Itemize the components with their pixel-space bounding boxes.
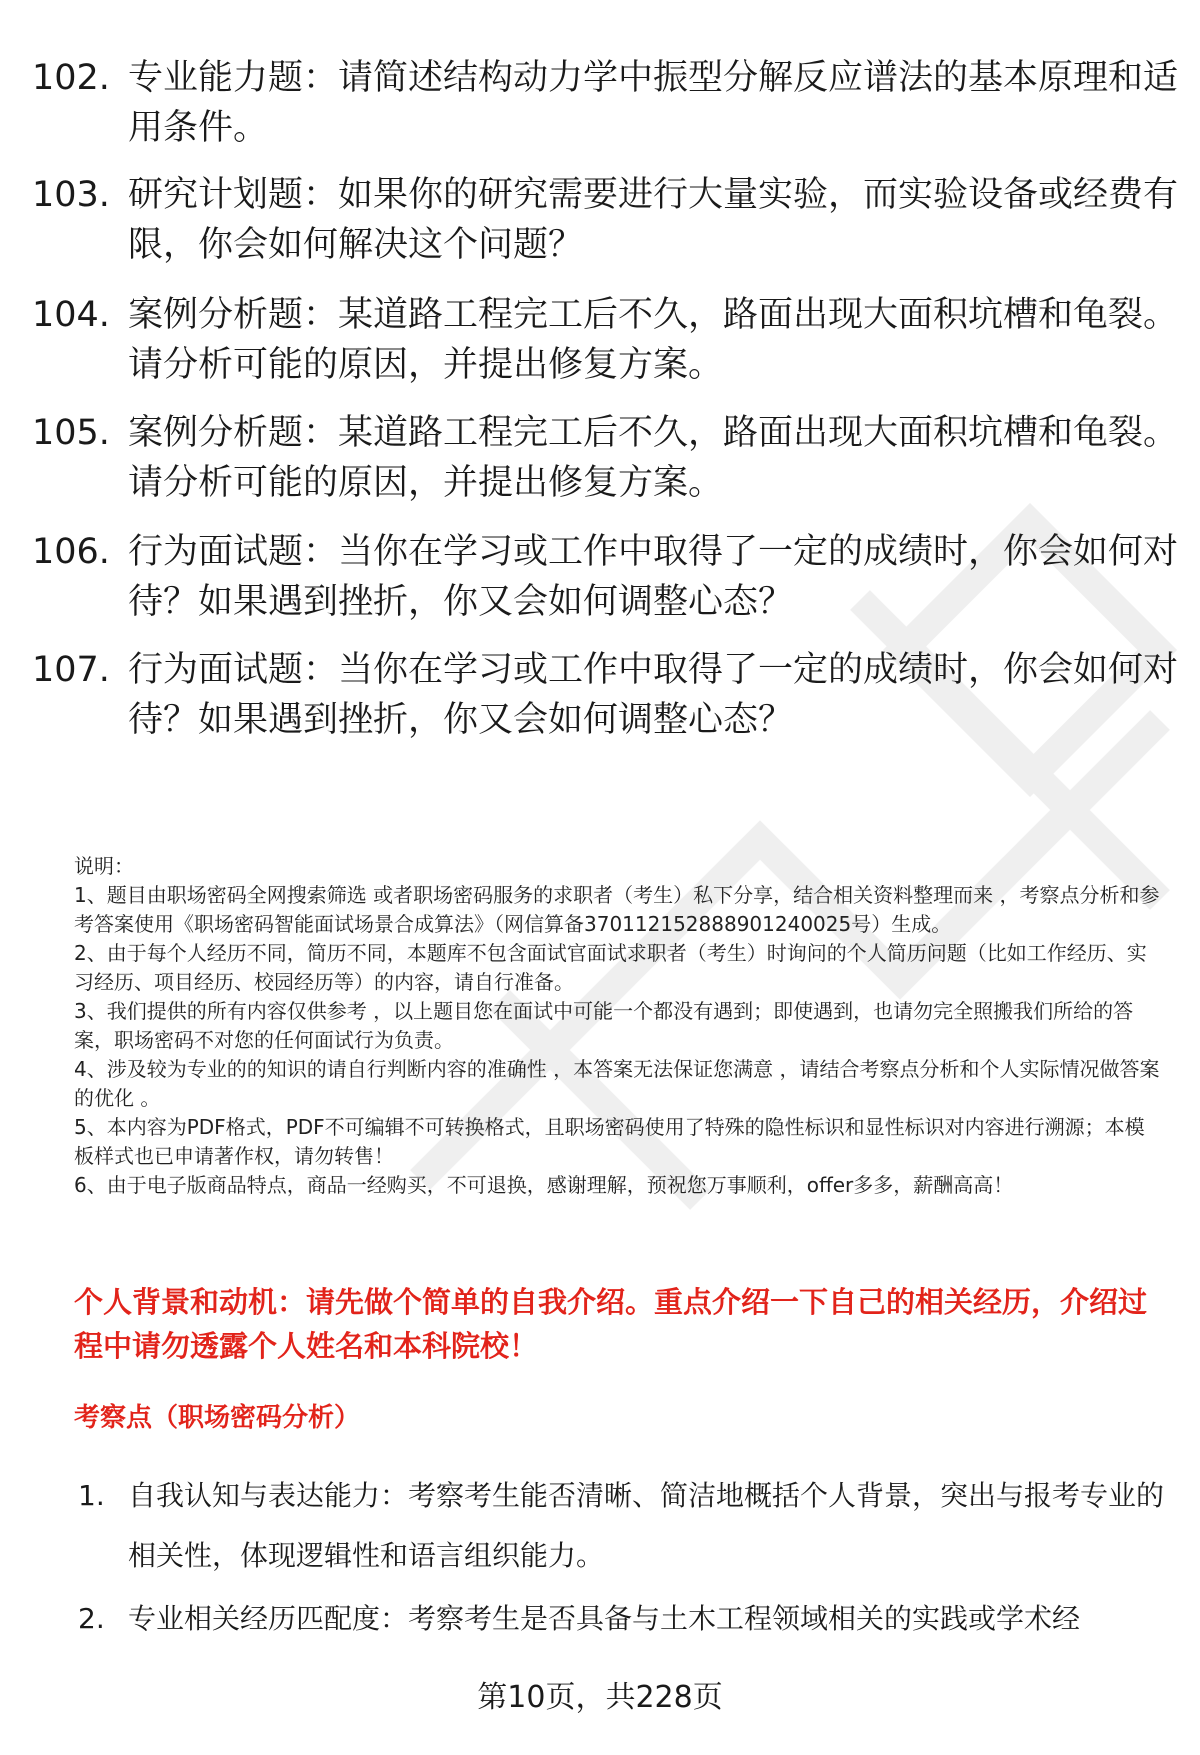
question-number: 105.	[32, 413, 110, 453]
question-text: 行为面试题：当你在学习或工作中取得了一定的成绩时，你会如何对待？如果遇到挫折，你又会如何调整心态？	[128, 532, 1179, 622]
question-text: 行为面试题：当你在学习或工作中取得了一定的成绩时，你会如何对待？如果遇到挫折，你又会如何调整心态？	[128, 650, 1179, 740]
note-item: 5、本内容为PDF格式，PDF不可编辑不可转换格式，且职场密码使用了特殊的隐性标识和显性标识对内容进行溯源；本模板样式也已申请著作权，请勿转售！	[74, 1115, 1145, 1168]
question-text: 专业能力题：请简述结构动力学中振型分解反应谱法的基本原理和适用条件。	[128, 58, 1179, 148]
page-footer: 第10页，共228页	[477, 1680, 723, 1715]
note-item: 2、由于每个人经历不同，简历不同，本题库不包含面试官面试求职者（考生）时询问的个人简历问题（比如工作经历、实习经历、项目经历、校园经历等）的内容，请自行准备。	[74, 941, 1147, 994]
notes-section	[74, 852, 1164, 1200]
exam-point-text: 专业相关经历匹配度：考察考生是否具备与土木工程领域相关的实践或学术经	[128, 1602, 1081, 1635]
exam-point-number: 2.	[78, 1602, 105, 1635]
question-text: 案例分析题：某道路工程完工后不久，路面出现大面积坑槽和龟裂。请分析可能的原因，并提出修复方案。	[128, 413, 1179, 503]
question-text: 案例分析题：某道路工程完工后不久，路面出现大面积坑槽和龟裂。请分析可能的原因，并提出修复方案。	[128, 295, 1179, 385]
question-number: 102.	[32, 58, 110, 98]
note-item: 3、我们提供的所有内容仅供参考 ，以上题目您在面试中可能一个都没有遇到；即使遇到，也请勿完全照搬我们所给的答案，职场密码不对您的任何面试行为负责。	[74, 999, 1134, 1052]
background-question: 个人背景和动机：请先做个简单的自我介绍。重点介绍一下自己的相关经历，介绍过程中请勿透露个人姓名和本科院校！	[74, 1285, 1148, 1363]
exam-point-text: 自我认知与表达能力：考察考生能否清晰、简洁地概括个人背景，突出与报考专业的相关性，体现逻辑性和语言组织能力。	[128, 1479, 1165, 1572]
note-item: 4、涉及较为专业的的知识的请自行判断内容的准确性 ，本答案无法保证您满意 ，请结合考察点分析和个人实际情况做答案的优化 。	[74, 1057, 1160, 1110]
question-number: 104.	[32, 295, 110, 335]
notes-heading: 说明：	[74, 854, 134, 878]
note-item: 1、题目由职场密码全网搜索筛选 或者职场密码服务的求职者（考生）私下分享，结合相关资料整理而来 ，考察点分析和参考答案使用《职场密码智能面试场景合成算法》（网信算备370112152888901240025号）生成。	[74, 883, 1160, 936]
question-number: 103.	[32, 175, 110, 215]
question-text: 研究计划题：如果你的研究需要进行大量实验，而实验设备或经费有限，你会如何解决这个问题？	[128, 175, 1179, 265]
exam-point-number: 1.	[78, 1479, 105, 1512]
question-number: 106.	[32, 532, 110, 572]
note-item: 6、由于电子版商品特点，商品一经购买，不可退换，感谢理解，预祝您万事顺利，offer多多，薪酬高高！	[74, 1173, 1014, 1197]
question-number: 107.	[32, 650, 110, 690]
exam-points-title: 考察点（职场密码分析）	[74, 1403, 361, 1433]
